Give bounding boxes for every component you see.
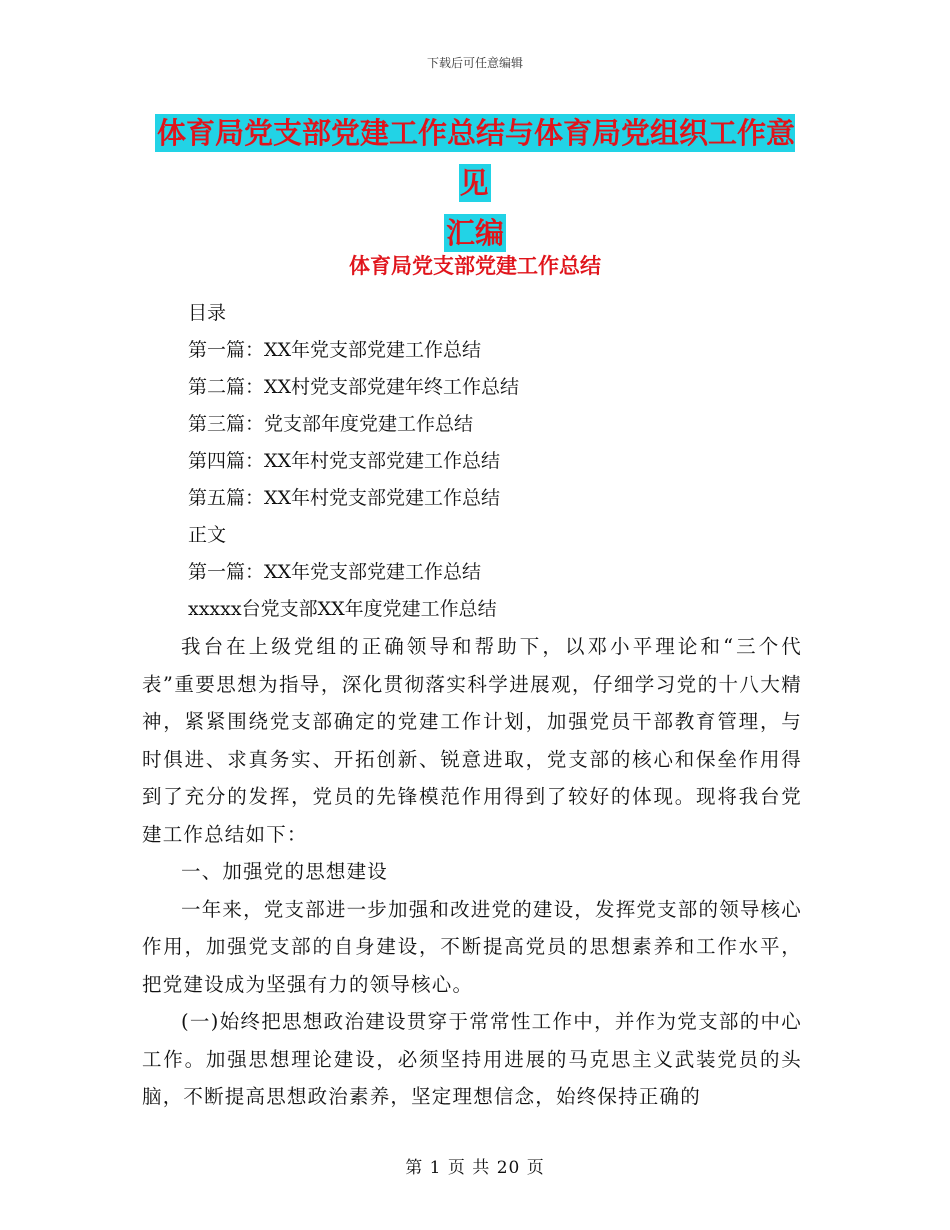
chapter-title: 第一篇：XX年党支部党建工作总结 [188, 561, 482, 583]
table-of-contents [188, 295, 519, 628]
body-text [142, 628, 802, 1116]
toc-item: 第四篇：XX年村党支部党建工作总结 [188, 450, 501, 472]
document-title-line2: 汇编 [445, 216, 504, 250]
section-title: 体育局党支部党建工作总结 [349, 254, 601, 278]
toc-item: 第二篇：XX村党支部党建年终工作总结 [188, 376, 520, 398]
toc-item: 第五篇：XX年村党支部党建工作总结 [188, 487, 501, 509]
document-title-line1: 体育局党支部党建工作总结与体育局党组织工作意见 [156, 116, 795, 200]
report-title: xxxxx台党支部XX年度党建工作总结 [188, 598, 497, 620]
toc-item: 第一篇：XX年党支部党建工作总结 [188, 339, 482, 361]
toc-heading: 目录 [188, 302, 227, 324]
document-title [140, 108, 810, 258]
paragraph: 一年来，党支部进一步加强和改进党的建设，发挥党支部的领导核心作用，加强党支部的自身建设，不断提高党员的思想素养和工作水平，把党建设成为坚强有力的领导核心。 [142, 897, 803, 996]
body-heading: 正文 [188, 524, 227, 546]
subheading: 一、加强党的思想建设 [181, 860, 389, 883]
toc-item: 第三篇：党支部年度党建工作总结 [188, 413, 474, 435]
header-note: 下载后可任意编辑 [426, 56, 523, 70]
page-footer: 第 1 页 共 20 页 [405, 1158, 545, 1178]
paragraph: (一)始终把思想政治建设贯穿于常常性工作中，并作为党支部的中心工作。加强思想理论建设，必须坚持用进展的马克思主义武装党员的头脑，不断提高思想政治素养，坚定理想信念，始终保持正确的 [142, 1010, 802, 1108]
paragraph: 我台在上级党组的正确领导和帮助下，以邓小平理论和“三个代表”重要思想为指导，深化贯彻落实科学进展观，仔细学习党的十八大精神，紧紧围绕党支部确定的党建工作计划，加强党员干部教育管理，与时俱进、求真务实、开拓创新、锐意进取，党支部的核心和保垒作用得到了充分的发挥，党员的先锋模范作用得到了较好的体现。现将我台党建工作总结如下： [142, 635, 802, 846]
